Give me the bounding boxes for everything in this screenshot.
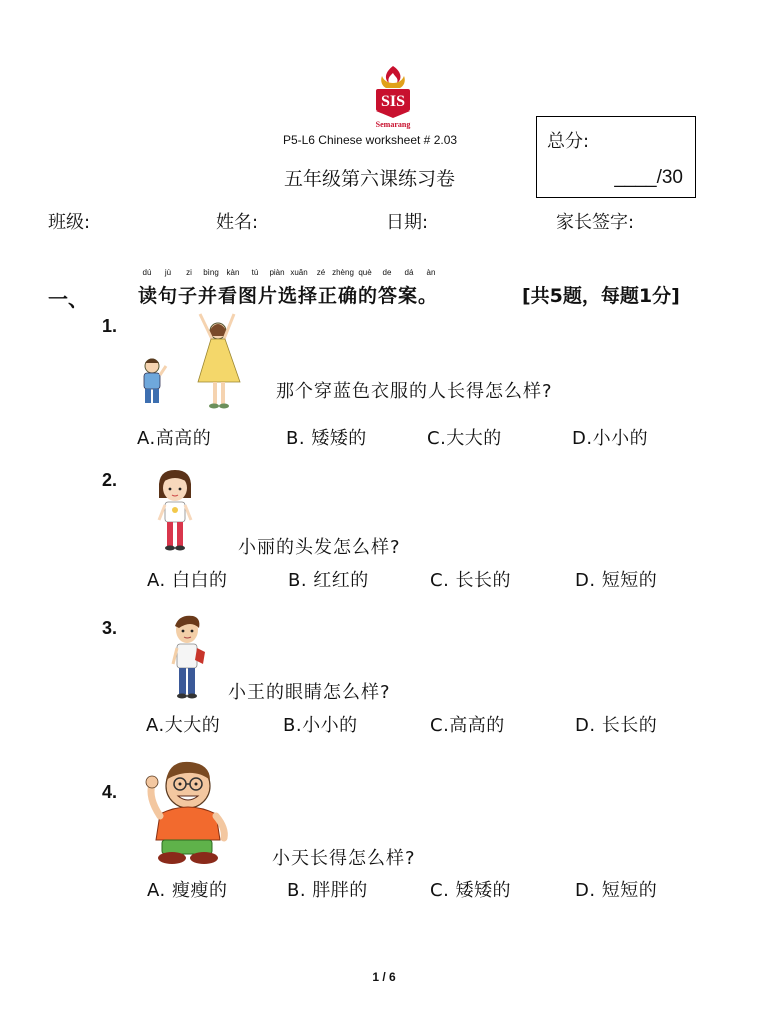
question-4-option-b[interactable]: B. 胖胖的 [287,880,368,901]
boy-illustration [165,612,215,702]
class-field-label: 班级: [48,212,91,233]
question-4-option-c[interactable]: C. 矮矮的 [430,880,512,901]
question-1-text: 那个穿蓝色衣服的人长得怎么样? [276,381,553,402]
pinyin-syllable: de [382,268,392,277]
pinyin-syllable: zhèng [332,268,354,277]
pinyin-syllable: dá [404,268,414,277]
pinyin-syllable: dú [142,268,152,277]
worksheet-title: 五年级第六课练习卷 [284,168,456,190]
section-points: [共5题，每题1分] [522,285,680,307]
question-1-option-b[interactable]: B. 矮矮的 [286,428,367,449]
question-4-option-a[interactable]: A. 瘦瘦的 [147,880,228,901]
question-1-option-c[interactable]: C.大大的 [427,428,502,449]
pinyin-syllable: bìng [203,268,219,277]
question-3-option-a[interactable]: A.大大的 [146,715,221,736]
question-3-option-c[interactable]: C.高高的 [430,715,505,736]
parent-signature-label: 家长签字: [556,212,635,233]
question-2-number: 2. [102,470,118,490]
logo-text: SIS [380,93,406,110]
section-number: 一、 [48,287,88,311]
question-1-option-d[interactable]: D.小小的 [572,428,649,449]
question-3-number: 3. [102,618,118,638]
pinyin-syllable: zé [316,268,326,277]
two-children-illustration [134,306,250,412]
pinyin-syllable: piàn [269,268,285,277]
pinyin-syllable: xuǎn [290,268,308,277]
question-2-option-b[interactable]: B. 红红的 [288,570,369,591]
question-4-number: 4. [102,782,118,802]
question-1-number: 1. [102,316,118,336]
score-box [536,116,696,198]
school-logo [372,64,414,130]
question-2-option-a[interactable]: A. 白白的 [147,570,228,591]
date-field-label: 日期: [386,212,429,233]
girl-illustration [150,468,200,554]
name-field-label: 姓名: [216,212,259,233]
worksheet-subtitle: P5-L6 Chinese worksheet # 2.03 [282,133,458,147]
section-instruction [138,268,458,308]
page-number: 1 / 6 [372,970,396,984]
chubby-boy-illustration [136,756,236,868]
question-3-option-b[interactable]: B.小小的 [283,715,358,736]
pinyin-syllable: àn [426,268,436,277]
question-2-option-c[interactable]: C. 长长的 [430,570,512,591]
question-4-option-d[interactable]: D. 短短的 [575,880,658,901]
pinyin-syllable: kàn [226,268,240,277]
question-3-option-d[interactable]: D. 长长的 [575,715,658,736]
pinyin-syllable: jù [164,268,172,277]
pinyin-line [138,268,458,280]
instruction-text: 读句子并看图片选择正确的答案。 [138,285,439,307]
pinyin-syllable: tú [251,268,259,277]
logo-subtext: Semarang [375,120,411,129]
pinyin-syllable: què [358,268,372,277]
score-label: 总分: [547,131,590,152]
question-1-option-a[interactable]: A.高高的 [137,428,212,449]
question-3-text: 小王的眼睛怎么样? [228,682,391,703]
question-4-text: 小天长得怎么样? [272,848,416,869]
pinyin-syllable: zi [186,268,192,277]
question-2-text: 小丽的头发怎么样? [238,537,401,558]
score-value: ____/30 [614,167,683,188]
question-2-option-d[interactable]: D. 短短的 [575,570,658,591]
